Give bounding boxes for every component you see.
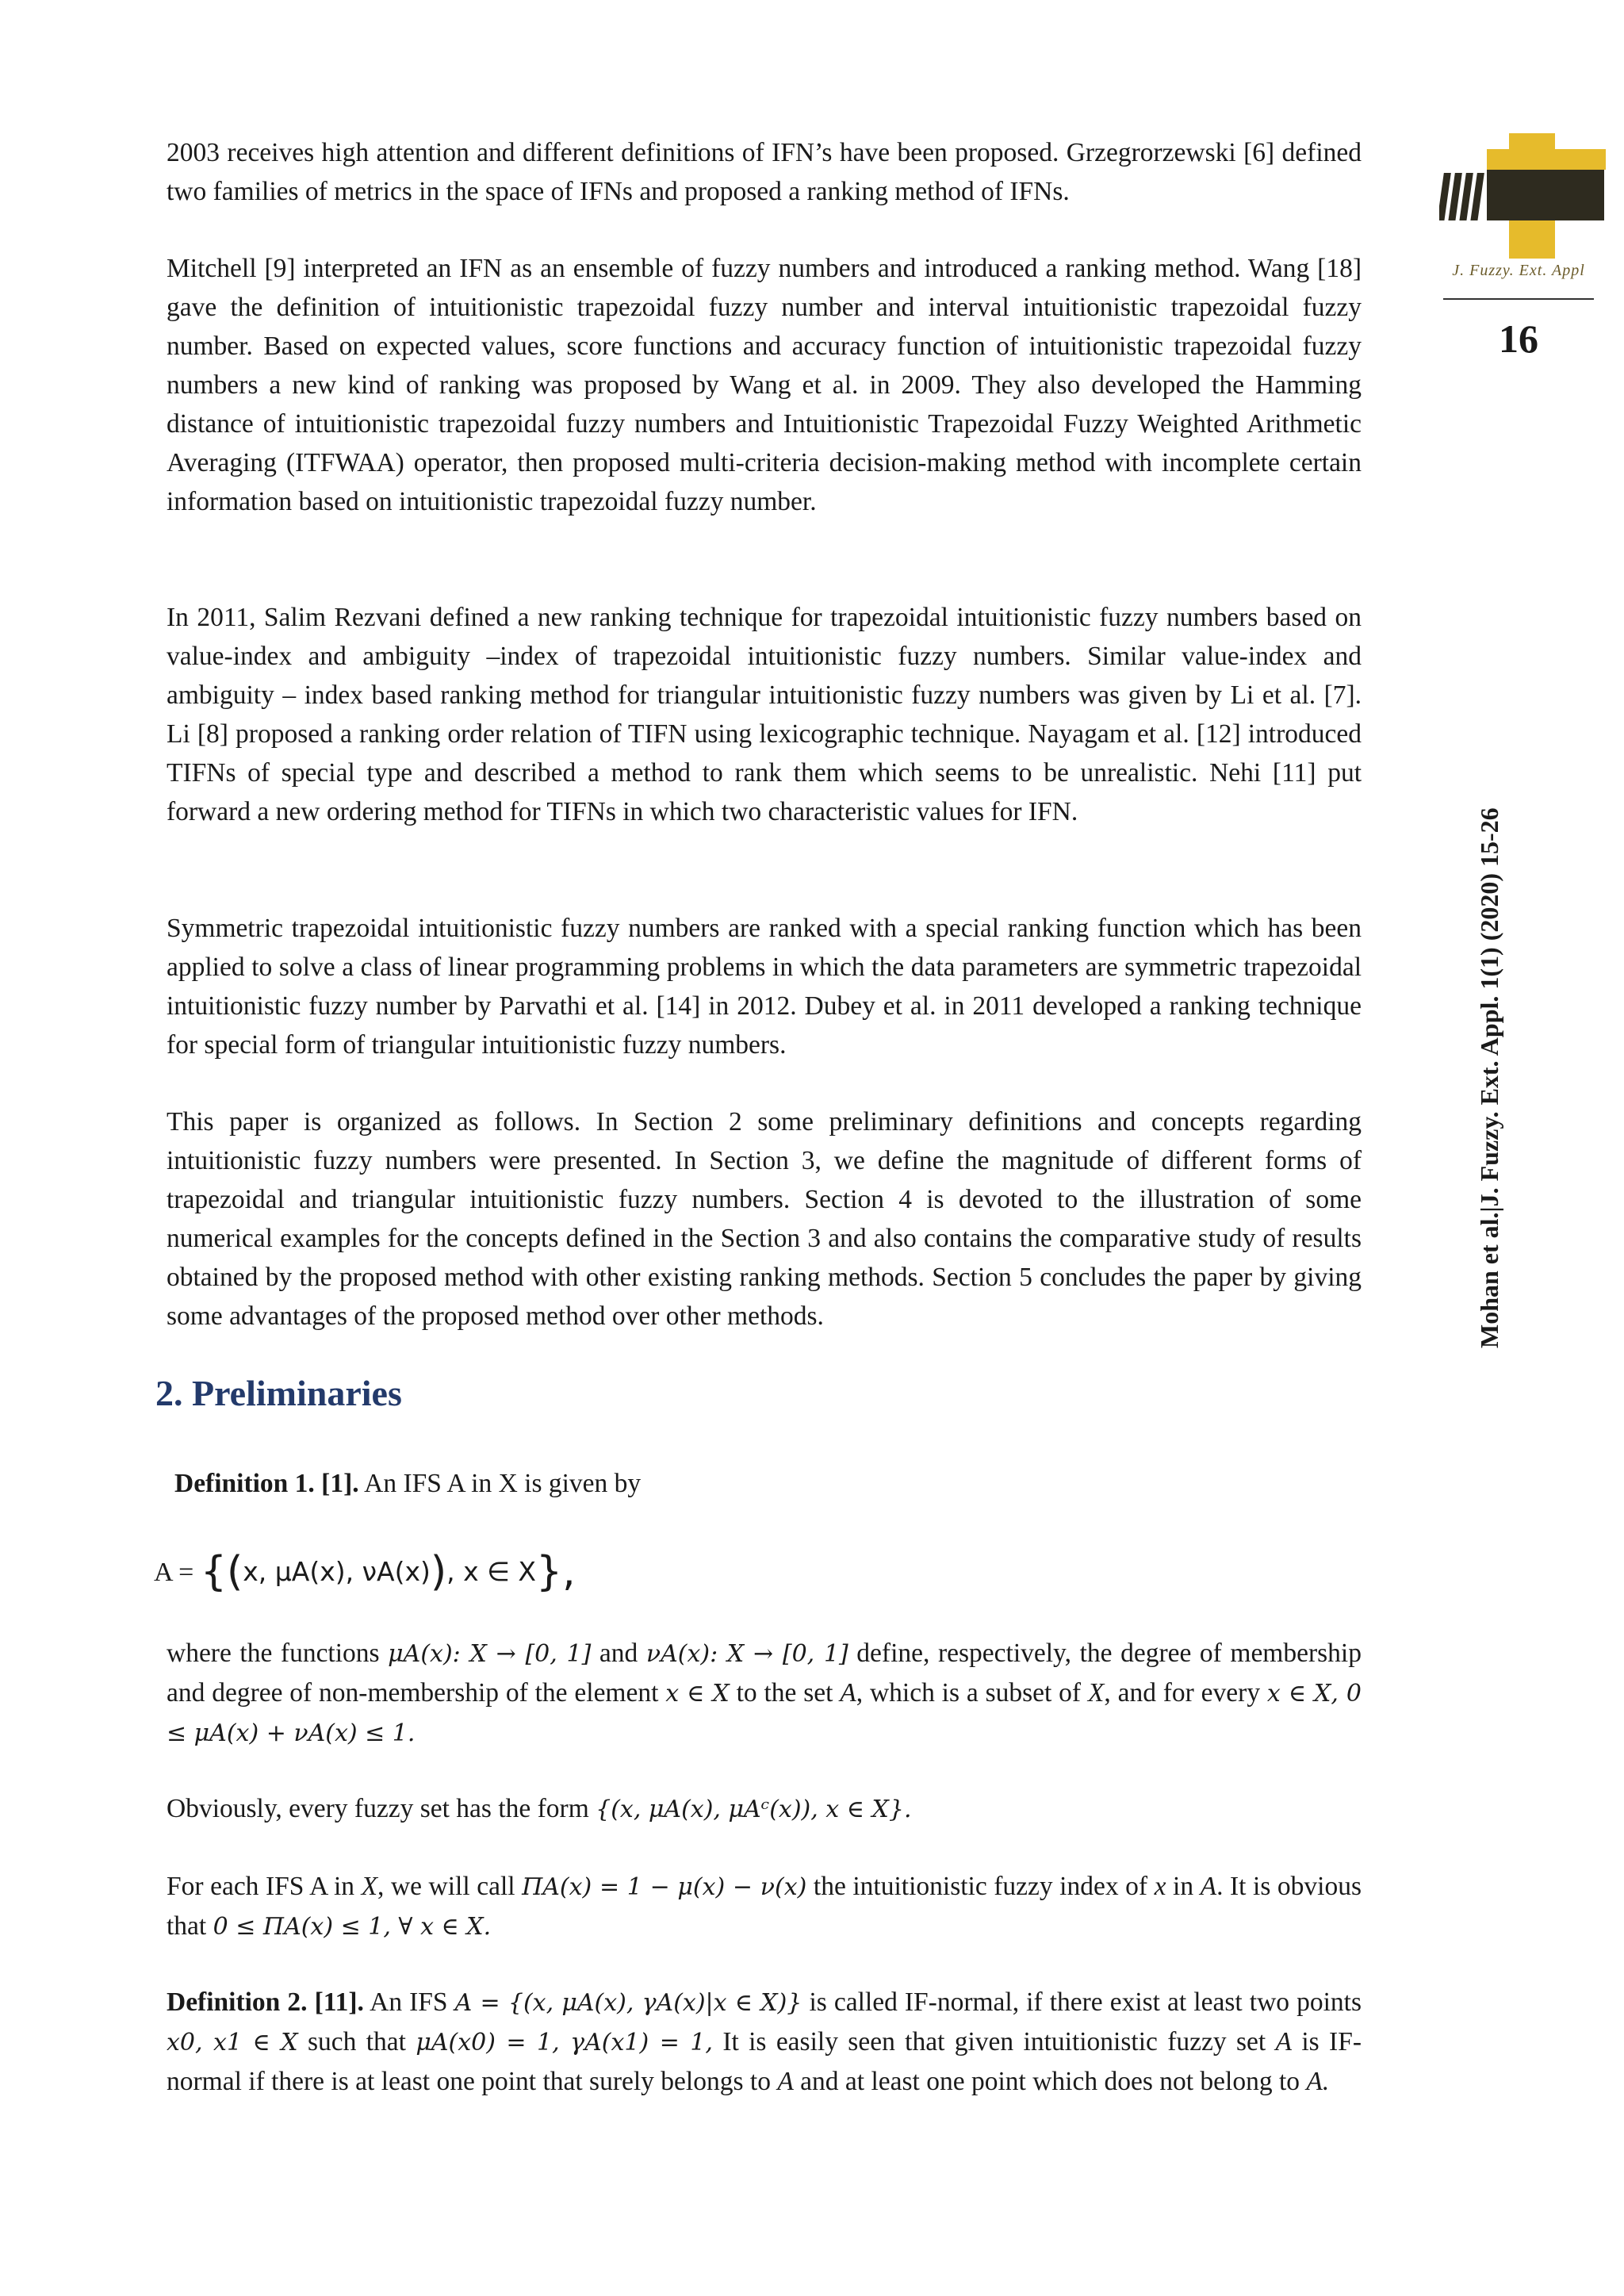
- set-A: A: [840, 1678, 856, 1708]
- running-citation: Mohan et al.|J. Fuzzy. Ext. Appl. 1(1) (2020) 15-26: [1475, 807, 1503, 1348]
- text-fragment: and at least one point which does not belong to: [793, 2067, 1307, 2096]
- x-in-X: x ∈ X: [665, 1680, 730, 1708]
- logo-stripe: [1459, 173, 1473, 220]
- set-A: A: [1275, 2027, 1292, 2056]
- pi-bound: 0 ≤ ΠA(x) ≤ 1, ∀ x ∈ X.: [213, 1913, 492, 1941]
- paragraph-rezvani: In 2011, Salim Rezvani defined a new ranking technique for trapezoidal intuitionistic fuzzy numbers based on value-index and ambiguity –index of trapezoidal intuitionistic fuzzy numbers. Similar value-index and ambiguity – index based ranking method for triangular intuitionistic fuzzy numbers was given by Li et al. [7]. Li [8] proposed a ranking order relation of TIFN using lexicographic technique. Nayagam et al. [12] introduced TIFNs of special type and described a method to rank them which seems to be unrealistic. Nehi [11] put forward a new ordering method for TIFNs in which two characteristic values for IFN.: [167, 603, 1362, 826]
- nu-function: νA(x): X → [0, 1]: [645, 1640, 848, 1668]
- paragraph-mitchell-wang: Mitchell [9] interpreted an IFN as an ensemble of fuzzy numbers and introduced a ranking method. Wang [18] gave the definition of intuitionistic trapezoidal fuzzy number and interval intuitionistic trapezoidal fuzzy number. Based on expected values, score functions and accuracy function of intuitionistic trapezoidal fuzzy numbers a new kind of ranking was proposed by Wang et al. in 2009. They also developed the Hamming distance of intuitionistic trapezoidal fuzzy numbers and Intuitionistic Trapezoidal Fuzzy Weighted Arithmetic Averaging (ITFWAA) operator, then proposed multi-criteria decision-making method with incomplete certain information based on intuitionistic trapezoidal fuzzy number.: [167, 254, 1362, 516]
- text-fragment: It is easily seen that given intuitionistic fuzzy set: [712, 2027, 1276, 2056]
- text-fragment: where the functions: [167, 1639, 389, 1668]
- paragraph-membership: [167, 1634, 1362, 1753]
- logo-cross-horizontal: [1487, 149, 1606, 170]
- text-fragment: For each IFS A in: [167, 1872, 362, 1901]
- text-fragment: , and for every: [1104, 1678, 1267, 1708]
- set-A: A: [777, 2067, 794, 2096]
- text-fragment: Obviously, every fuzzy set has the form: [167, 1794, 596, 1823]
- var-x: x: [1154, 1872, 1166, 1901]
- paragraph-grzegorzewski: 2003 receives high attention and different definitions of IFN’s have been proposed. Grzegrorzewski [6] defined two families of metrics in the space of IFNs and proposed a ranking method of IFNs.: [167, 138, 1362, 206]
- pi-definition: ΠA(x) = 1 − μ(x) − ν(x): [522, 1873, 807, 1901]
- text-fragment: to the set: [729, 1678, 841, 1708]
- journal-logo: [1439, 127, 1606, 278]
- definition-1-label: Definition 1. [1].: [174, 1469, 359, 1498]
- fuzzy-set-form: {(x, μA(x), μAᶜ(x)), x ∈ X}.: [596, 1796, 912, 1823]
- set-A: A.: [1306, 2067, 1330, 2096]
- text-fragment: , which is a subset of: [856, 1678, 1088, 1708]
- logo-dark-bar: [1487, 170, 1604, 220]
- set-X: X: [1087, 1678, 1105, 1708]
- normal-condition: μA(x0) = 1, γA(x1) = 1,: [416, 2029, 713, 2056]
- membership-condition: x ∈ X, 0 ≤ μA(x) + νA(x) ≤ 1.: [167, 1680, 1362, 1747]
- definition-1: [174, 1464, 1369, 1503]
- section-heading: 2. Preliminaries: [155, 1373, 402, 1413]
- text-fragment: is IF-normal if there is at least one point that surely belongs to: [167, 2027, 1362, 2096]
- formula-lhs: A =: [154, 1558, 201, 1587]
- definition-2: [167, 1983, 1362, 2101]
- text-fragment: , we will call: [377, 1872, 523, 1901]
- page-number: 16: [1499, 316, 1538, 361]
- formula-set: x, μA(x), νA(x): [243, 1556, 431, 1587]
- definition-2-label: Definition 2. [11].: [167, 1987, 364, 2017]
- set-X: X: [361, 1872, 378, 1901]
- paragraph-fuzzy-form: [167, 1789, 1362, 1829]
- header-rule: [1443, 298, 1594, 300]
- paragraph-organization: This paper is organized as follows. In Section 2 some preliminary definitions and concepts regarding intuitionistic fuzzy numbers were presented. In Section 3, we define the magnitude of different forms of trapezoidal and triangular intuitionistic fuzzy numbers. Section 4 is devoted to the illustration of some numerical examples for the concepts defined in the Section 3 and also contains the comparative study of results obtained by the proposed method with other existing ranking methods. Section 5 concludes the paper by giving some advantages of the proposed method over other methods.: [167, 1107, 1362, 1331]
- logo-stripe: [1439, 173, 1451, 220]
- formula-tail: , x ∈ X: [446, 1556, 536, 1587]
- logo-stripe: [1448, 173, 1461, 220]
- text-fragment: the intuitionistic fuzzy index of: [806, 1872, 1155, 1901]
- ifs-formula: A = {(x, μA(x), νA(x)), x ∈ X},: [154, 1548, 576, 1596]
- paragraph-symmetric: Symmetric trapezoidal intuitionistic fuzzy numbers are ranked with a special ranking function which has been applied to solve a class of linear programming problems in which the data parameters are symmetric trapezoidal intuitionistic fuzzy number by Parvathi et al. [14] in 2012. Dubey et al. in 2011 developed a ranking technique for special form of triangular intuitionistic fuzzy numbers.: [167, 914, 1362, 1060]
- set-A: A: [1200, 1872, 1217, 1901]
- text-fragment: and: [591, 1639, 646, 1668]
- text-fragment: is called IF-normal, if there exist at least two points: [802, 1987, 1362, 2017]
- journal-abbreviation: J. Fuzzy. Ext. Appl: [1452, 262, 1585, 279]
- text-fragment: . It is obvious that: [167, 1872, 1362, 1941]
- text-fragment: in: [1166, 1872, 1201, 1901]
- text-fragment: define, respectively, the degree of membership and degree of non-membership of the element: [167, 1639, 1362, 1708]
- paragraph-intuitionistic-index: [167, 1867, 1362, 1946]
- text-fragment: An IFS: [363, 1987, 455, 2017]
- ifs-set-definition: A = {(x, μA(x), γA(x)|x ∈ X)}: [454, 1989, 802, 2017]
- logo-stripe: [1470, 173, 1484, 220]
- definition-1-text: An IFS A in X is given by: [358, 1469, 642, 1498]
- text-fragment: such that: [297, 2027, 416, 2056]
- mu-function: μA(x): X → [0, 1]: [388, 1640, 592, 1668]
- points-x0-x1: x0, x1 ∈ X: [167, 2029, 298, 2056]
